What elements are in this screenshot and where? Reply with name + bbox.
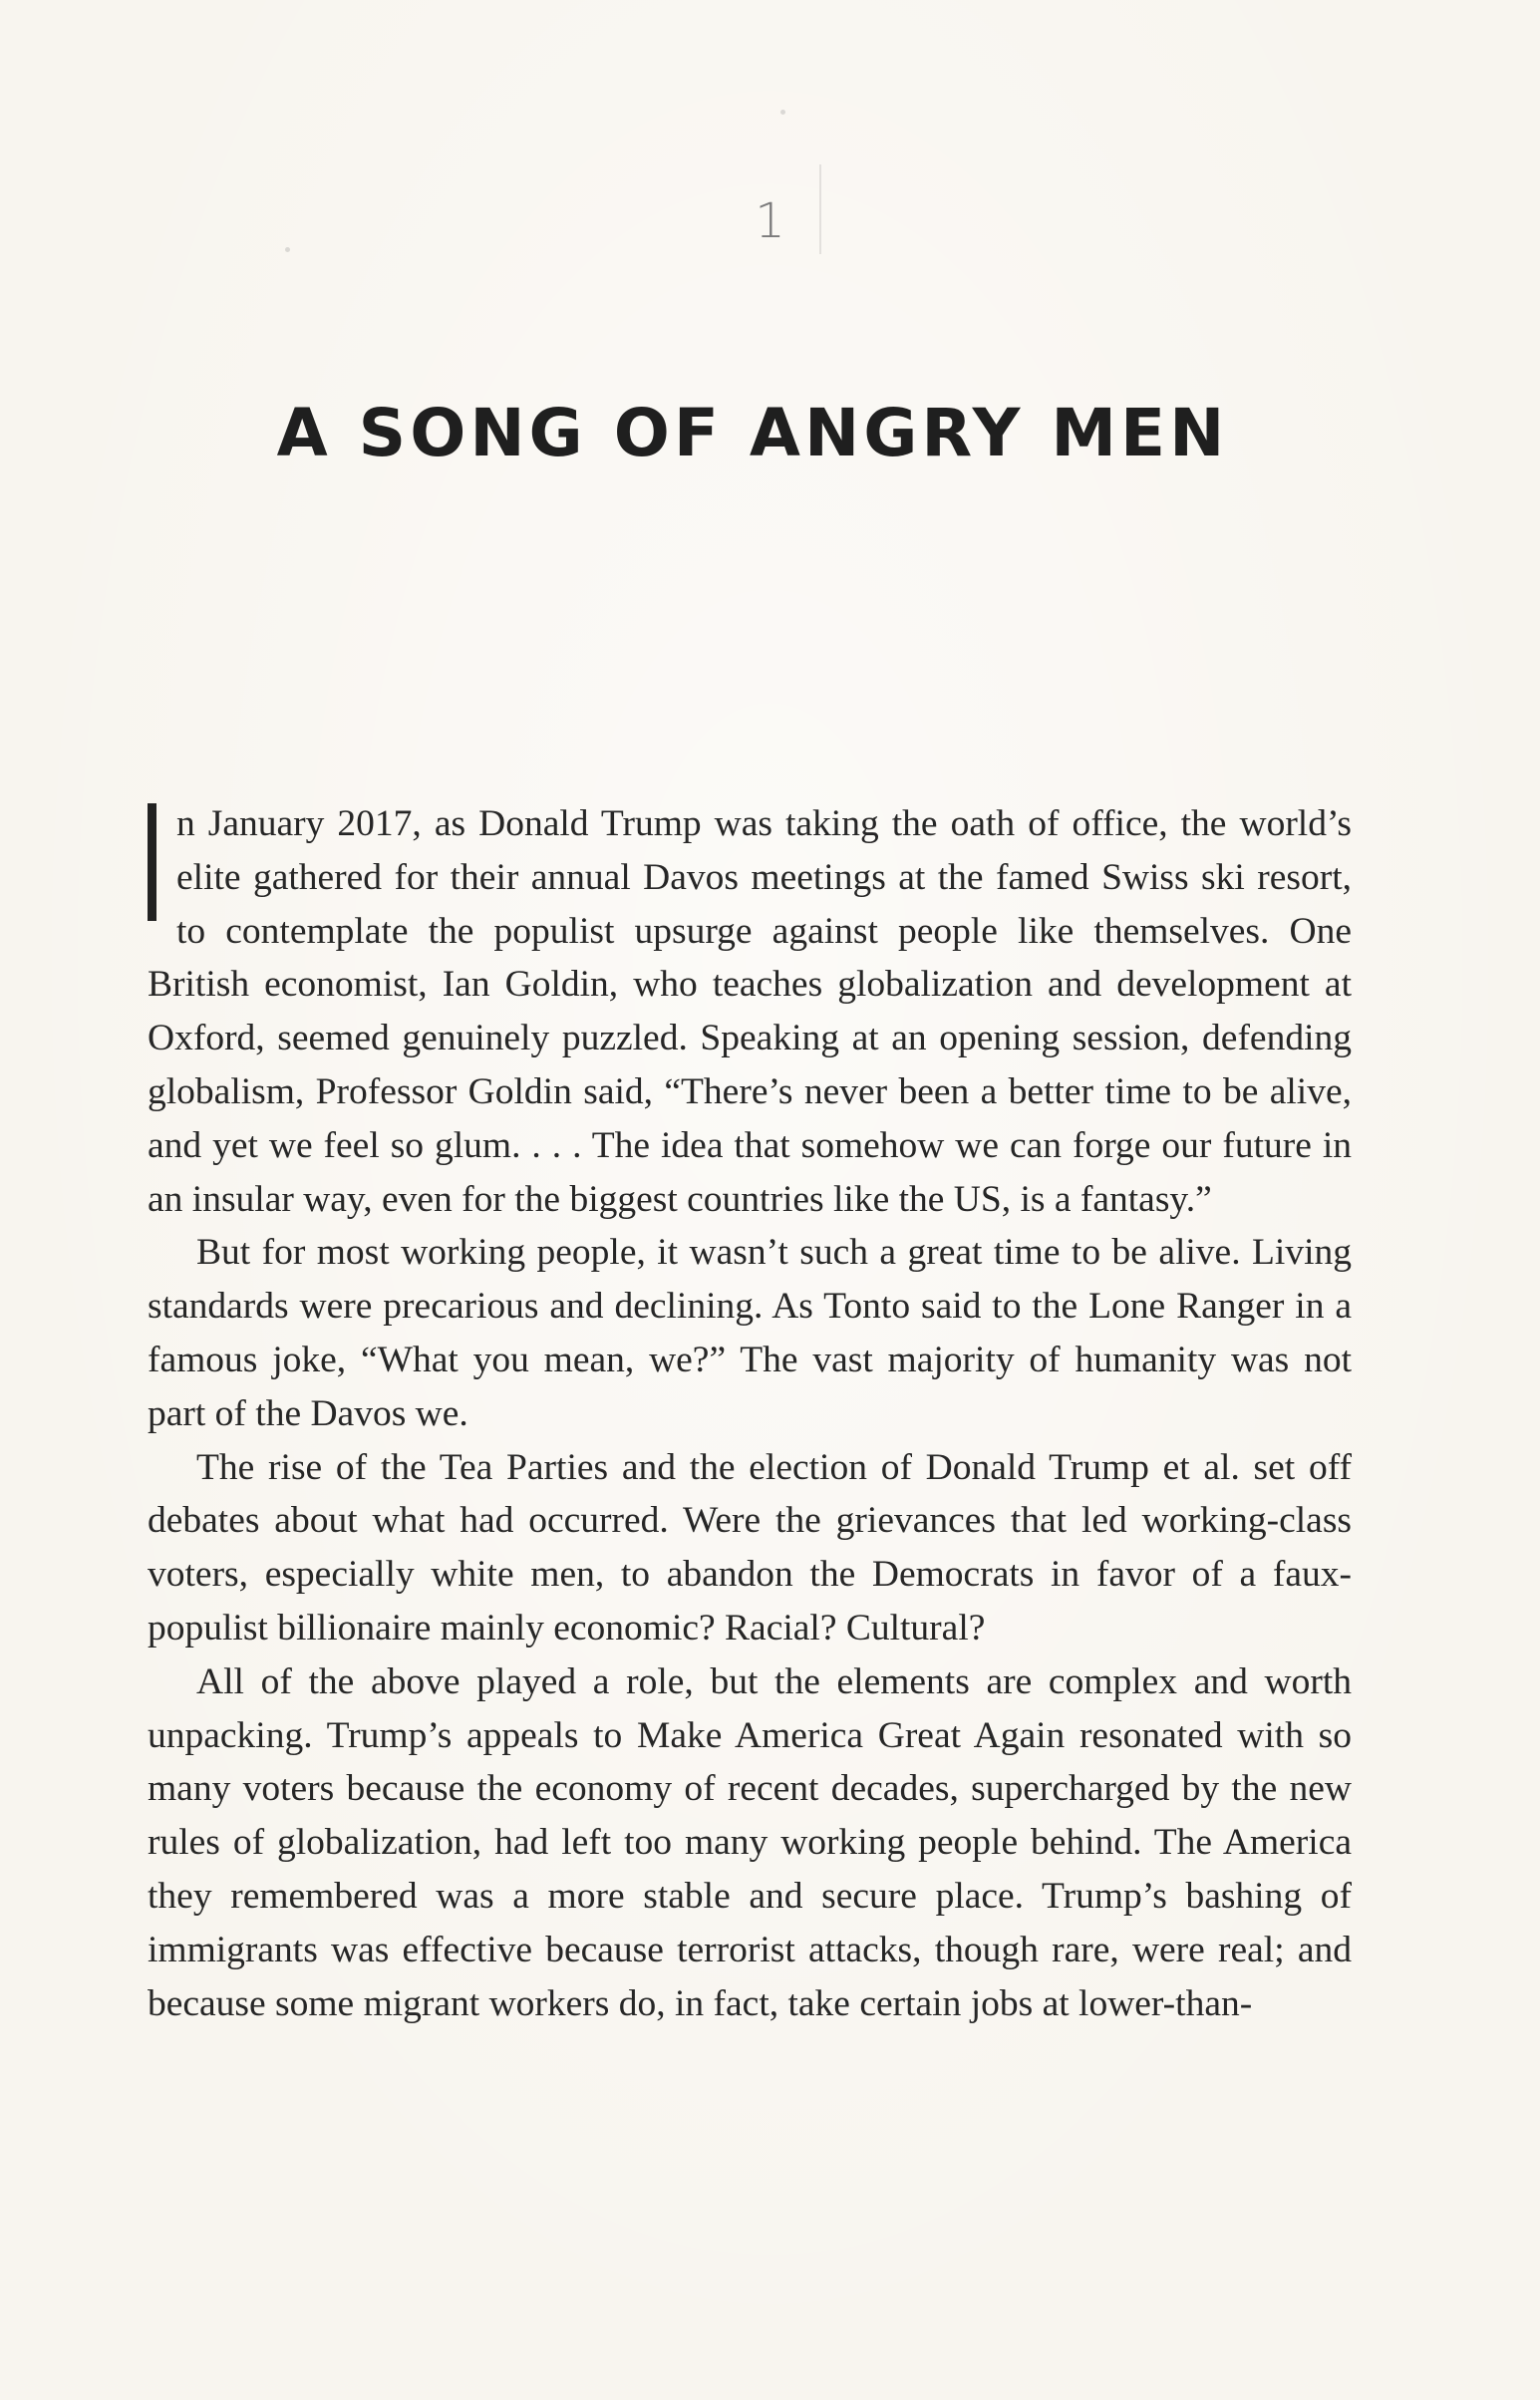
paper-speck bbox=[285, 247, 290, 252]
paragraph-2: But for most working people, it wasn’t such a great time to be alive. Living standards were precarious and declining. As Tonto said to the Lone Ranger in a famous joke, “What you mean, we?” The vast majority of humanity was not part of the Davos we. bbox=[148, 1232, 1352, 1434]
paper-speck bbox=[780, 110, 785, 115]
paragraph-1 bbox=[148, 797, 1352, 1226]
chapter-title: A SONG OF ANGRY MEN bbox=[276, 395, 1229, 472]
chapter-body bbox=[148, 797, 1352, 2030]
drop-cap-i bbox=[148, 803, 156, 921]
paragraph-3: The rise of the Tea Parties and the election of Donald Trump et al. set off debates about what had occurred. Were the grievances that led working-class voters, especially white men, to abandon the Democrats in favor of a faux-populist billionaire mainly economic? Racial? Cultural? bbox=[148, 1446, 1352, 1649]
chapter-number: 1 bbox=[755, 193, 785, 249]
paragraph-text: n January 2017, as Donald Trump was taking the oath of office, the world’s elite gathered for their annual Davos meetings at the famed Swiss ski resort, to contemplate the populist upsurge against people like themselves. One British economist, Ian Goldin, who teaches globalization and development at Oxford, seemed genuinely puzzled. Speaking at an opening session, defending globalism, Professor Goldin said, “There’s never been a better time to be alive, and yet we feel so glum. . . . The idea that somehow we can forge our future in an insular way, even for the biggest countries like the US, is a fantasy.” bbox=[148, 803, 1352, 1220]
paragraph-4: All of the above played a role, but the elements are complex and worth unpacking. Trump’s appeals to Make America Great Again resonated with so many voters because the economy of recent decades, supercharged by the new rules of globalization, had left too many working people behind. The America they remembered was a more stable and secure place. Trump’s bashing of immigrants was effective because terrorist attacks, though rare, were real; and because some migrant workers do, in fact, take certain jobs at lower-than- bbox=[148, 1660, 1352, 2024]
